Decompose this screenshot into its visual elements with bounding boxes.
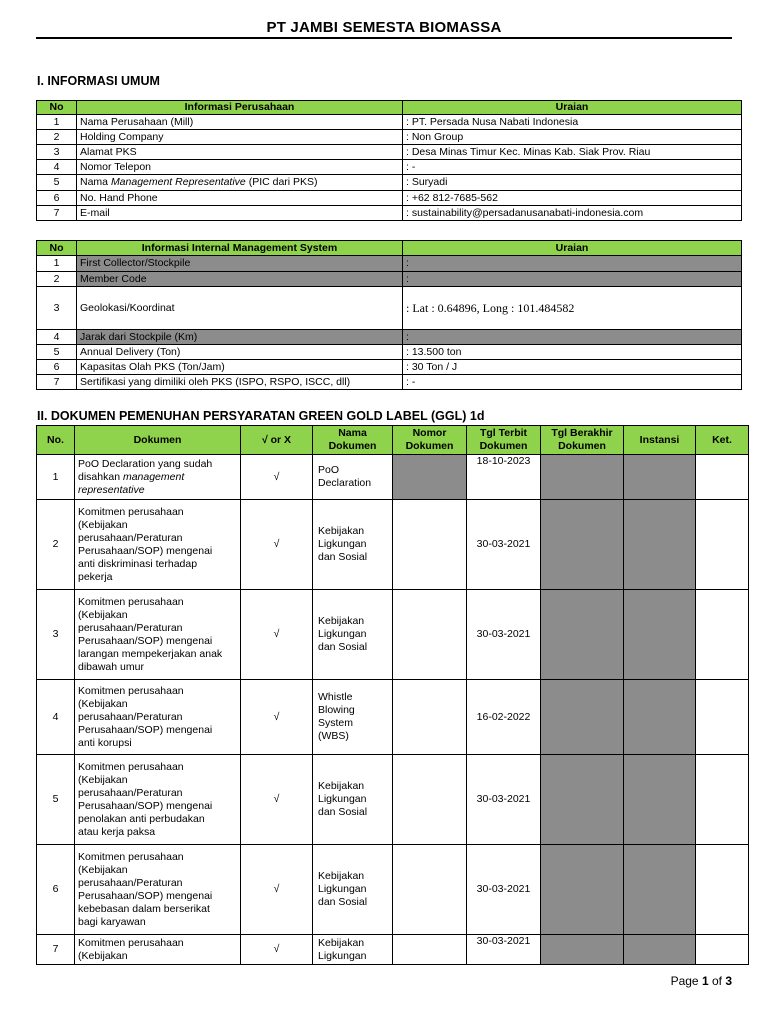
row-uraian: : sustainability@persadanusanabati-indonesia.com: [403, 206, 742, 221]
row-instansi: [624, 455, 696, 500]
row-no: 2: [37, 272, 77, 287]
table-row: [37, 360, 742, 375]
row-info: Annual Delivery (Ton): [77, 345, 403, 360]
row-instansi: [624, 680, 696, 755]
row-ket: [696, 755, 749, 845]
table-row: [37, 345, 742, 360]
row-tgl-terbit: 30-03-2021: [467, 935, 541, 965]
row-info: Nama Perusahaan (Mill): [77, 115, 403, 130]
row-uraian: : 30 Ton / J: [403, 360, 742, 375]
document-title: PT JAMBI SEMESTA BIOMASSA: [266, 19, 502, 36]
header-no: No: [37, 241, 77, 256]
row-no: 5: [37, 755, 75, 845]
table-row: [37, 287, 742, 330]
row-uraian: : Lat : 0.64896, Long : 101.484582: [403, 287, 742, 330]
table-row: [37, 175, 742, 191]
row-tgl-berakhir: [541, 935, 624, 965]
row-tgl-berakhir: [541, 455, 624, 500]
row-no: 7: [37, 206, 77, 221]
row-nama-dokumen: Kebijakan Ligkungan dan Sosial: [313, 590, 393, 680]
row-no: 7: [37, 375, 77, 390]
header-tgl-berakhir: Tgl Berakhir Dokumen: [541, 426, 624, 455]
row-dokumen: Komitmen perusahaan (Kebijakan perusahaan/Peraturan Perusahaan/SOP) mengenai kebebasan dalam berserikat bagi karyawan: [75, 845, 241, 935]
table-row: [37, 206, 742, 221]
table-row: [37, 330, 742, 345]
table-row: [37, 256, 742, 272]
table-row: [37, 500, 749, 590]
row-dokumen: Komitmen perusahaan (Kebijakan perusahaan/Peraturan Perusahaan/SOP) mengenai anti diskriminasi terhadap pekerja: [75, 500, 241, 590]
table-row: [37, 680, 749, 755]
header-uraian: Uraian: [403, 241, 742, 256]
row-ket: [696, 455, 749, 500]
row-nomor-dokumen: [393, 755, 467, 845]
row-tgl-berakhir: [541, 755, 624, 845]
row-uraian: : 13.500 ton: [403, 345, 742, 360]
row-tgl-terbit: 18-10-2023: [467, 455, 541, 500]
header-nama-dokumen: Nama Dokumen: [313, 426, 393, 455]
row-uraian: :: [403, 256, 742, 272]
row-nomor-dokumen: [393, 935, 467, 965]
row-uraian: : Non Group: [403, 130, 742, 145]
section-2-heading: II. DOKUMEN PEMENUHAN PERSYARATAN GREEN GOLD LABEL (GGL) 1d: [37, 409, 485, 423]
row-no: 2: [37, 500, 75, 590]
header-informasi-perusahaan: Informasi Perusahaan: [77, 101, 403, 115]
row-no: 5: [37, 345, 77, 360]
row-nomor-dokumen: [393, 845, 467, 935]
row-info: First Collector/Stockpile: [77, 256, 403, 272]
row-check: √: [241, 845, 313, 935]
table-row: [37, 755, 749, 845]
row-no: 3: [37, 145, 77, 160]
title-underline: [36, 37, 732, 39]
row-info: Sertifikasi yang dimiliki oleh PKS (ISPO, RSPO, ISCC, dll): [77, 375, 403, 390]
row-info: Holding Company: [77, 130, 403, 145]
row-no: 4: [37, 160, 77, 175]
header-no: No: [37, 101, 77, 115]
row-no: 3: [37, 590, 75, 680]
row-uraian: : -: [403, 160, 742, 175]
table-row: [37, 130, 742, 145]
header-uraian: Uraian: [403, 101, 742, 115]
header-tgl-terbit: Tgl Terbit Dokumen: [467, 426, 541, 455]
row-uraian: : PT. Persada Nusa Nabati Indonesia: [403, 115, 742, 130]
company-info-table: [36, 100, 742, 221]
row-no: 7: [37, 935, 75, 965]
row-check: √: [241, 755, 313, 845]
header-instansi: Instansi: [624, 426, 696, 455]
row-ket: [696, 845, 749, 935]
row-instansi: [624, 935, 696, 965]
row-instansi: [624, 590, 696, 680]
row-ket: [696, 680, 749, 755]
table-row: [37, 375, 742, 390]
row-no: 3: [37, 287, 77, 330]
table-row: [37, 590, 749, 680]
row-dokumen: Komitmen perusahaan (Kebijakan perusahaan/Peraturan Perusahaan/SOP) mengenai anti korupsi: [75, 680, 241, 755]
row-dokumen: Komitmen perusahaan (Kebijakan perusahaan/Peraturan Perusahaan/SOP) mengenai larangan mempekerjakan anak dibawah umur: [75, 590, 241, 680]
row-nomor-dokumen: [393, 500, 467, 590]
row-check: √: [241, 500, 313, 590]
row-dokumen: Komitmen perusahaan (Kebijakan perusahaan/Peraturan Perusahaan/SOP) mengenai penolakan anti perbudakan atau kerja paksa: [75, 755, 241, 845]
table-row: [37, 145, 742, 160]
row-check: √: [241, 680, 313, 755]
row-tgl-berakhir: [541, 845, 624, 935]
row-info: Kapasitas Olah PKS (Ton/Jam): [77, 360, 403, 375]
row-tgl-berakhir: [541, 680, 624, 755]
row-ket: [696, 590, 749, 680]
row-nomor-dokumen: [393, 680, 467, 755]
row-info: No. Hand Phone: [77, 191, 403, 206]
section-1-heading: I. INFORMASI UMUM: [37, 74, 160, 88]
row-dokumen: PoO Declaration yang sudah disahkan management representative: [75, 455, 241, 500]
row-nama-dokumen: Kebijakan Ligkungan dan Sosial: [313, 500, 393, 590]
ggl-documents-table: [36, 425, 749, 965]
italic-term: Management Representative: [110, 176, 246, 188]
row-nama-dokumen: Kebijakan Ligkungan dan Sosial: [313, 755, 393, 845]
row-uraian: : Suryadi: [403, 175, 742, 191]
internal-management-table: [36, 240, 742, 390]
row-tgl-terbit: 30-03-2021: [467, 500, 541, 590]
header-informasi-internal: Informasi Internal Management System: [77, 241, 403, 256]
row-nama-dokumen: PoO Declaration: [313, 455, 393, 500]
header-ket: Ket.: [696, 426, 749, 455]
row-nomor-dokumen: [393, 590, 467, 680]
table-row: [37, 191, 742, 206]
table-row: [37, 115, 742, 130]
row-tgl-terbit: 30-03-2021: [467, 845, 541, 935]
header-check: √ or X: [241, 426, 313, 455]
row-nomor-dokumen: [393, 455, 467, 500]
row-instansi: [624, 755, 696, 845]
row-instansi: [624, 845, 696, 935]
row-no: 6: [37, 191, 77, 206]
row-ket: [696, 500, 749, 590]
row-no: 4: [37, 330, 77, 345]
row-uraian: :: [403, 330, 742, 345]
row-nama-dokumen: Kebijakan Ligkungan dan Sosial: [313, 845, 393, 935]
page-number: Page 1 of 3: [670, 974, 732, 988]
table-row: [37, 455, 749, 500]
row-no: 5: [37, 175, 77, 191]
table-row: [37, 845, 749, 935]
row-tgl-berakhir: [541, 500, 624, 590]
row-no: 2: [37, 130, 77, 145]
row-tgl-terbit: 16-02-2022: [467, 680, 541, 755]
row-tgl-berakhir: [541, 590, 624, 680]
row-no: 1: [37, 455, 75, 500]
table-row: [37, 935, 749, 965]
table-row: [37, 160, 742, 175]
row-uraian: : +62 812-7685-562: [403, 191, 742, 206]
row-no: 4: [37, 680, 75, 755]
row-info: Geolokasi/Koordinat: [77, 287, 403, 330]
row-no: 6: [37, 360, 77, 375]
row-info: Member Code: [77, 272, 403, 287]
header-no: No.: [37, 426, 75, 455]
row-info: E-mail: [77, 206, 403, 221]
row-dokumen: Komitmen perusahaan (Kebijakan: [75, 935, 241, 965]
row-uraian: : Desa Minas Timur Kec. Minas Kab. Siak Prov. Riau: [403, 145, 742, 160]
row-tgl-terbit: 30-03-2021: [467, 755, 541, 845]
row-no: 1: [37, 256, 77, 272]
header-dokumen: Dokumen: [75, 426, 241, 455]
row-no: 1: [37, 115, 77, 130]
row-info: Jarak dari Stockpile (Km): [77, 330, 403, 345]
header-nomor-dokumen: Nomor Dokumen: [393, 426, 467, 455]
row-tgl-terbit: 30-03-2021: [467, 590, 541, 680]
row-info: Nama Management Representative (PIC dari PKS): [77, 175, 403, 191]
row-nama-dokumen: Whistle Blowing System (WBS): [313, 680, 393, 755]
row-check: √: [241, 935, 313, 965]
table-row: [37, 272, 742, 287]
row-ket: [696, 935, 749, 965]
row-uraian: :: [403, 272, 742, 287]
row-no: 6: [37, 845, 75, 935]
row-nama-dokumen: Kebijakan Ligkungan: [313, 935, 393, 965]
row-info: Nomor Telepon: [77, 160, 403, 175]
row-uraian: : -: [403, 375, 742, 390]
row-instansi: [624, 500, 696, 590]
row-check: √: [241, 455, 313, 500]
row-info: Alamat PKS: [77, 145, 403, 160]
row-check: √: [241, 590, 313, 680]
